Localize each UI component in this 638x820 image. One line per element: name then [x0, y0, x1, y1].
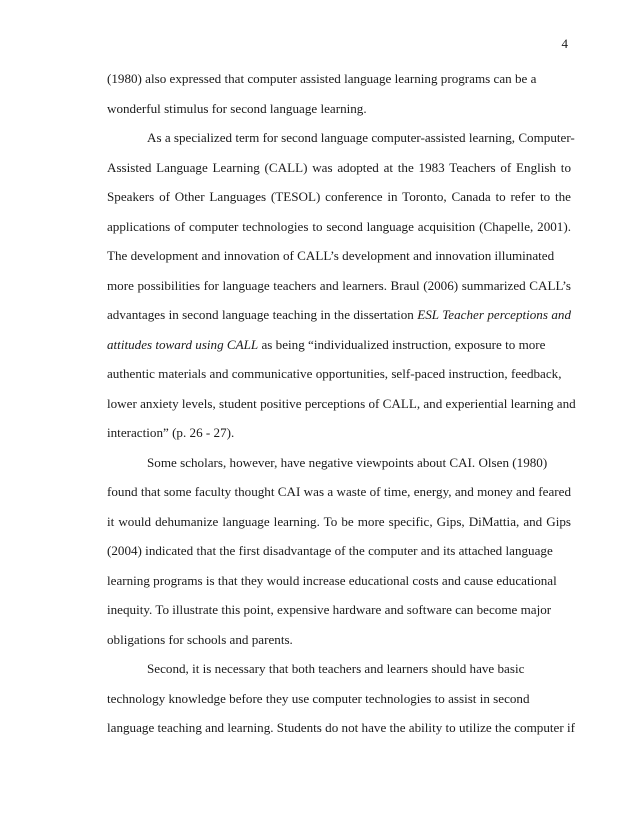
text-line: inequity. To illustrate this point, expensive hardware and software can become major: [107, 602, 552, 617]
body-text: [107, 64, 576, 743]
text-segment: advantages in second language teaching in the dissertation: [107, 307, 418, 322]
text-line: Second, it is necessary that both teachers and learners should have basic: [147, 661, 525, 676]
text-line: (2004) indicated that the first disadvantage of the computer and its attached language: [107, 543, 553, 558]
text-line: Speakers of Other Languages (TESOL) conference in Toronto, Canada to refer to the: [107, 189, 571, 204]
text-line: Assisted Language Learning (CALL) was adopted at the 1983 Teachers of English to: [107, 159, 571, 175]
text-line: found that some faculty thought CAI was a waste of time, energy, and money and feared: [107, 484, 571, 499]
text-segment: as being “individualized instruction, exposure to more: [258, 336, 546, 352]
text-line: it would dehumanize language learning. To be more specific, Gips, DiMattia, and Gips: [107, 513, 571, 529]
text-line: lower anxiety levels, student positive perceptions of CALL, and experiential learning and: [107, 395, 576, 411]
page-number: 4: [561, 36, 568, 51]
text-line: learning programs is that they would increase educational costs and cause educational: [107, 572, 557, 588]
text-line: interaction” (p. 26 - 27).: [107, 425, 235, 440]
text-line: more possibilities for language teachers and learners. Braul (2006) summarized CALL’s: [107, 277, 571, 293]
text-line: obligations for schools and parents.: [107, 631, 293, 647]
italic-title-text: ESL Teacher perceptions and: [417, 307, 572, 322]
text-line: Some scholars, however, have negative viewpoints about CAI. Olsen (1980): [147, 454, 548, 470]
text-line: (1980) also expressed that computer assisted language learning programs can be a: [107, 71, 537, 86]
text-line: language teaching and learning. Students do not have the ability to utilize the computer if: [107, 720, 575, 735]
text-line: As a specialized term for second language computer-assisted learning, Computer-: [147, 130, 575, 145]
text-line: The development and innovation of CALL’s development and innovation illuminated: [107, 248, 555, 263]
text-line: applications of computer technologies to second language acquisition (Chapelle, 2001).: [107, 218, 571, 234]
text-line: authentic materials and communicative opportunities, self-paced instruction, feedback,: [107, 366, 562, 381]
text-line: [107, 330, 571, 360]
text-line: [107, 300, 571, 330]
text-line: wonderful stimulus for second language learning.: [107, 100, 367, 116]
italic-title-text: attitudes toward using CALL: [107, 336, 259, 352]
text-line: technology knowledge before they use computer technologies to assist in second: [107, 690, 530, 706]
